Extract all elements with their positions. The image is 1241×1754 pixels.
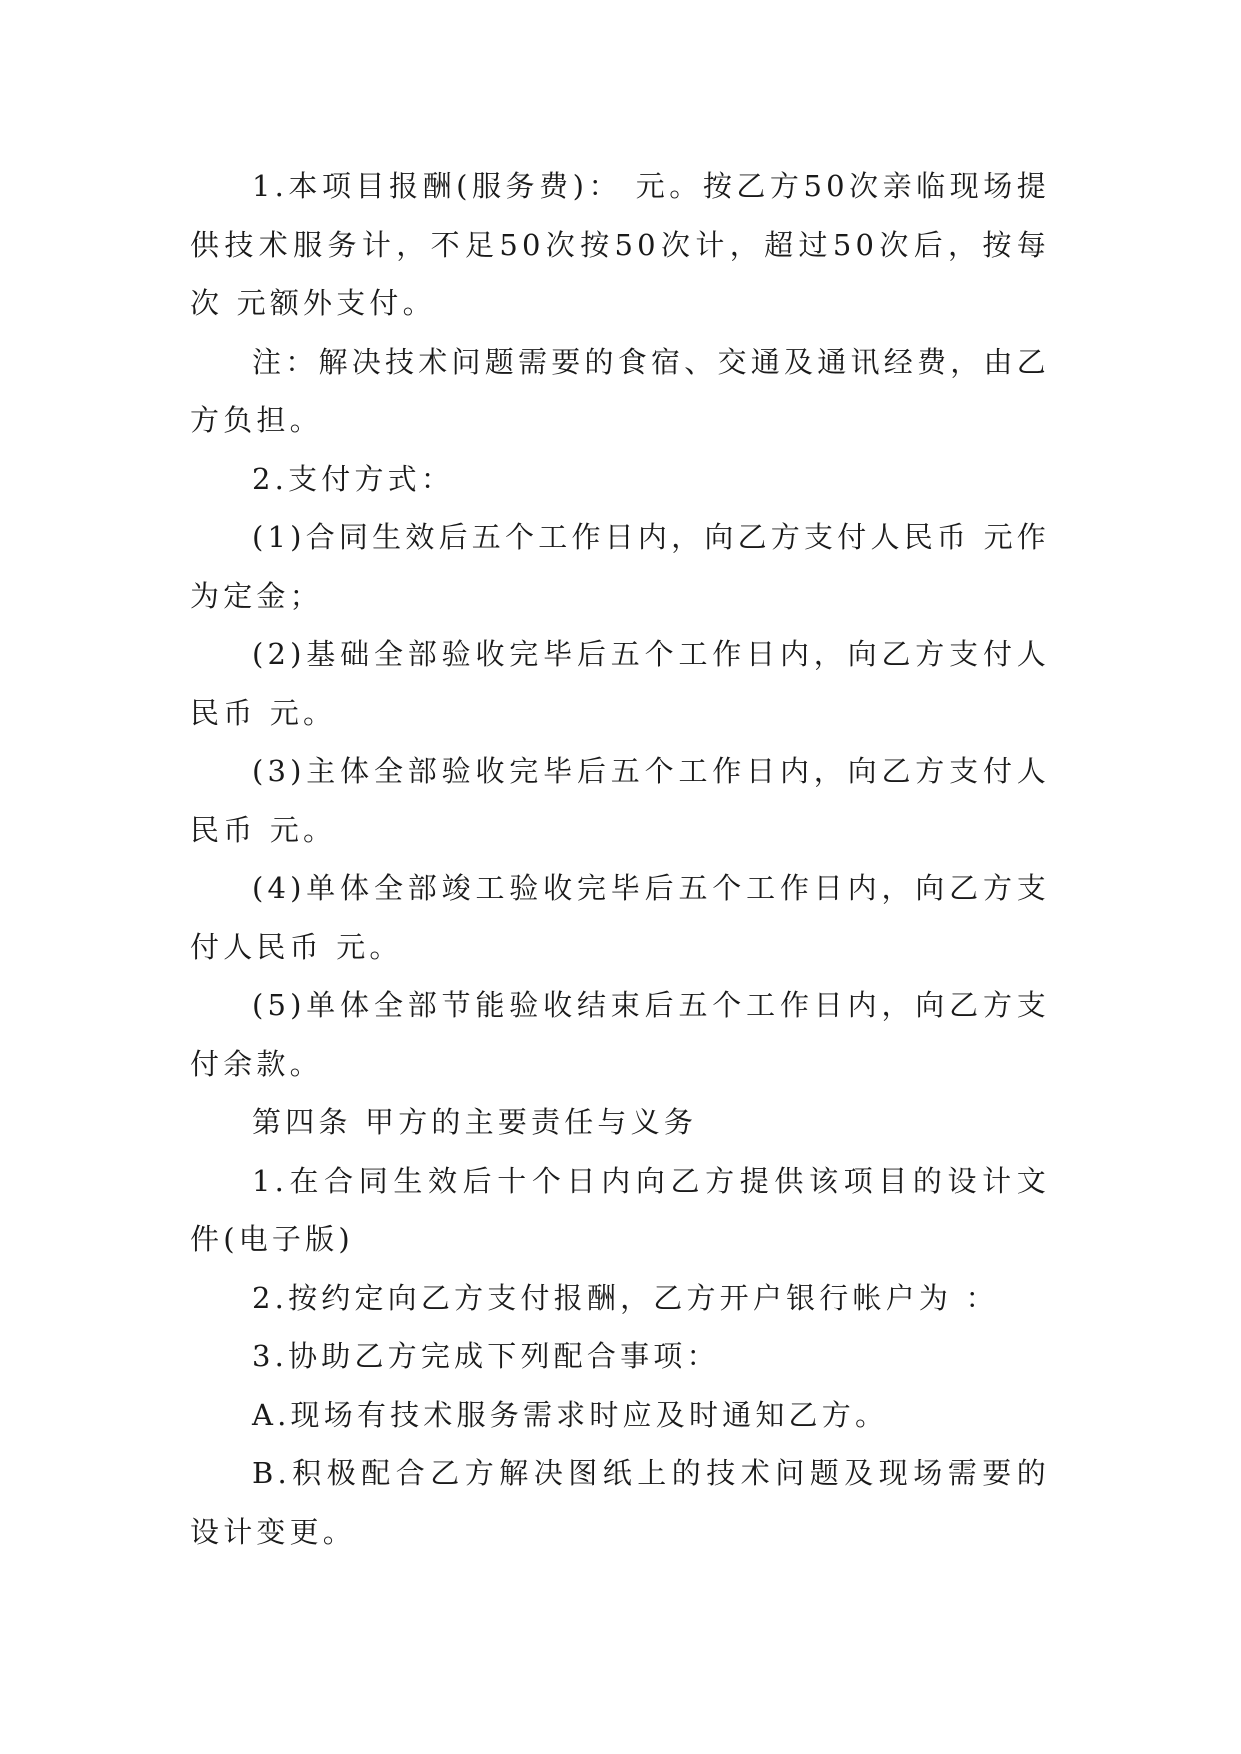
document-page xyxy=(190,157,1050,1561)
paragraph-duty-2: 2.按约定向乙方支付报酬，乙方开户银行帐户为 ： xyxy=(252,1280,999,1315)
paragraph-fee: 1.本项目报酬(服务费)： 元。按乙方50次亲临现场提供技术服务计，不足50次按50次计，超过50次后，按每次 元额外支付。 xyxy=(190,169,1050,320)
paragraph-payment-2: (2)基础全部验收完毕后五个工作日内，向乙方支付人民币 元。 xyxy=(190,637,1050,730)
paragraph-duty-3a: A.现场有技术服务需求时应及时通知乙方。 xyxy=(252,1397,889,1432)
paragraph-duty-3: 3.协助乙方完成下列配合事项： xyxy=(252,1339,720,1373)
paragraph-payment-method: 2.支付方式： xyxy=(252,461,455,496)
section-heading-article-4: 第四条 甲方的主要责任与义务 xyxy=(252,1105,698,1139)
paragraph-payment-1: (1)合同生效后五个工作日内，向乙方支付人民币 元作为定金； xyxy=(190,520,1050,613)
paragraph-duty-3b: B.积极配合乙方解决图纸上的技术问题及现场需要的设计变更。 xyxy=(190,1456,1050,1549)
paragraph-fee-note: 注：解决技术问题需要的食宿、交通及通讯经费，由乙方负担。 xyxy=(190,344,1050,437)
paragraph-payment-5: (5)单体全部节能验收结束后五个工作日内，向乙方支付余款。 xyxy=(190,988,1050,1081)
paragraph-payment-3: (3)主体全部验收完毕后五个工作日内，向乙方支付人民币 元。 xyxy=(190,754,1050,847)
paragraph-payment-4: (4)单体全部竣工验收完毕后五个工作日内，向乙方支付人民币 元。 xyxy=(190,871,1050,964)
paragraph-duty-1: 1.在合同生效后十个日内向乙方提供该项目的设计文件(电子版) xyxy=(190,1163,1050,1256)
